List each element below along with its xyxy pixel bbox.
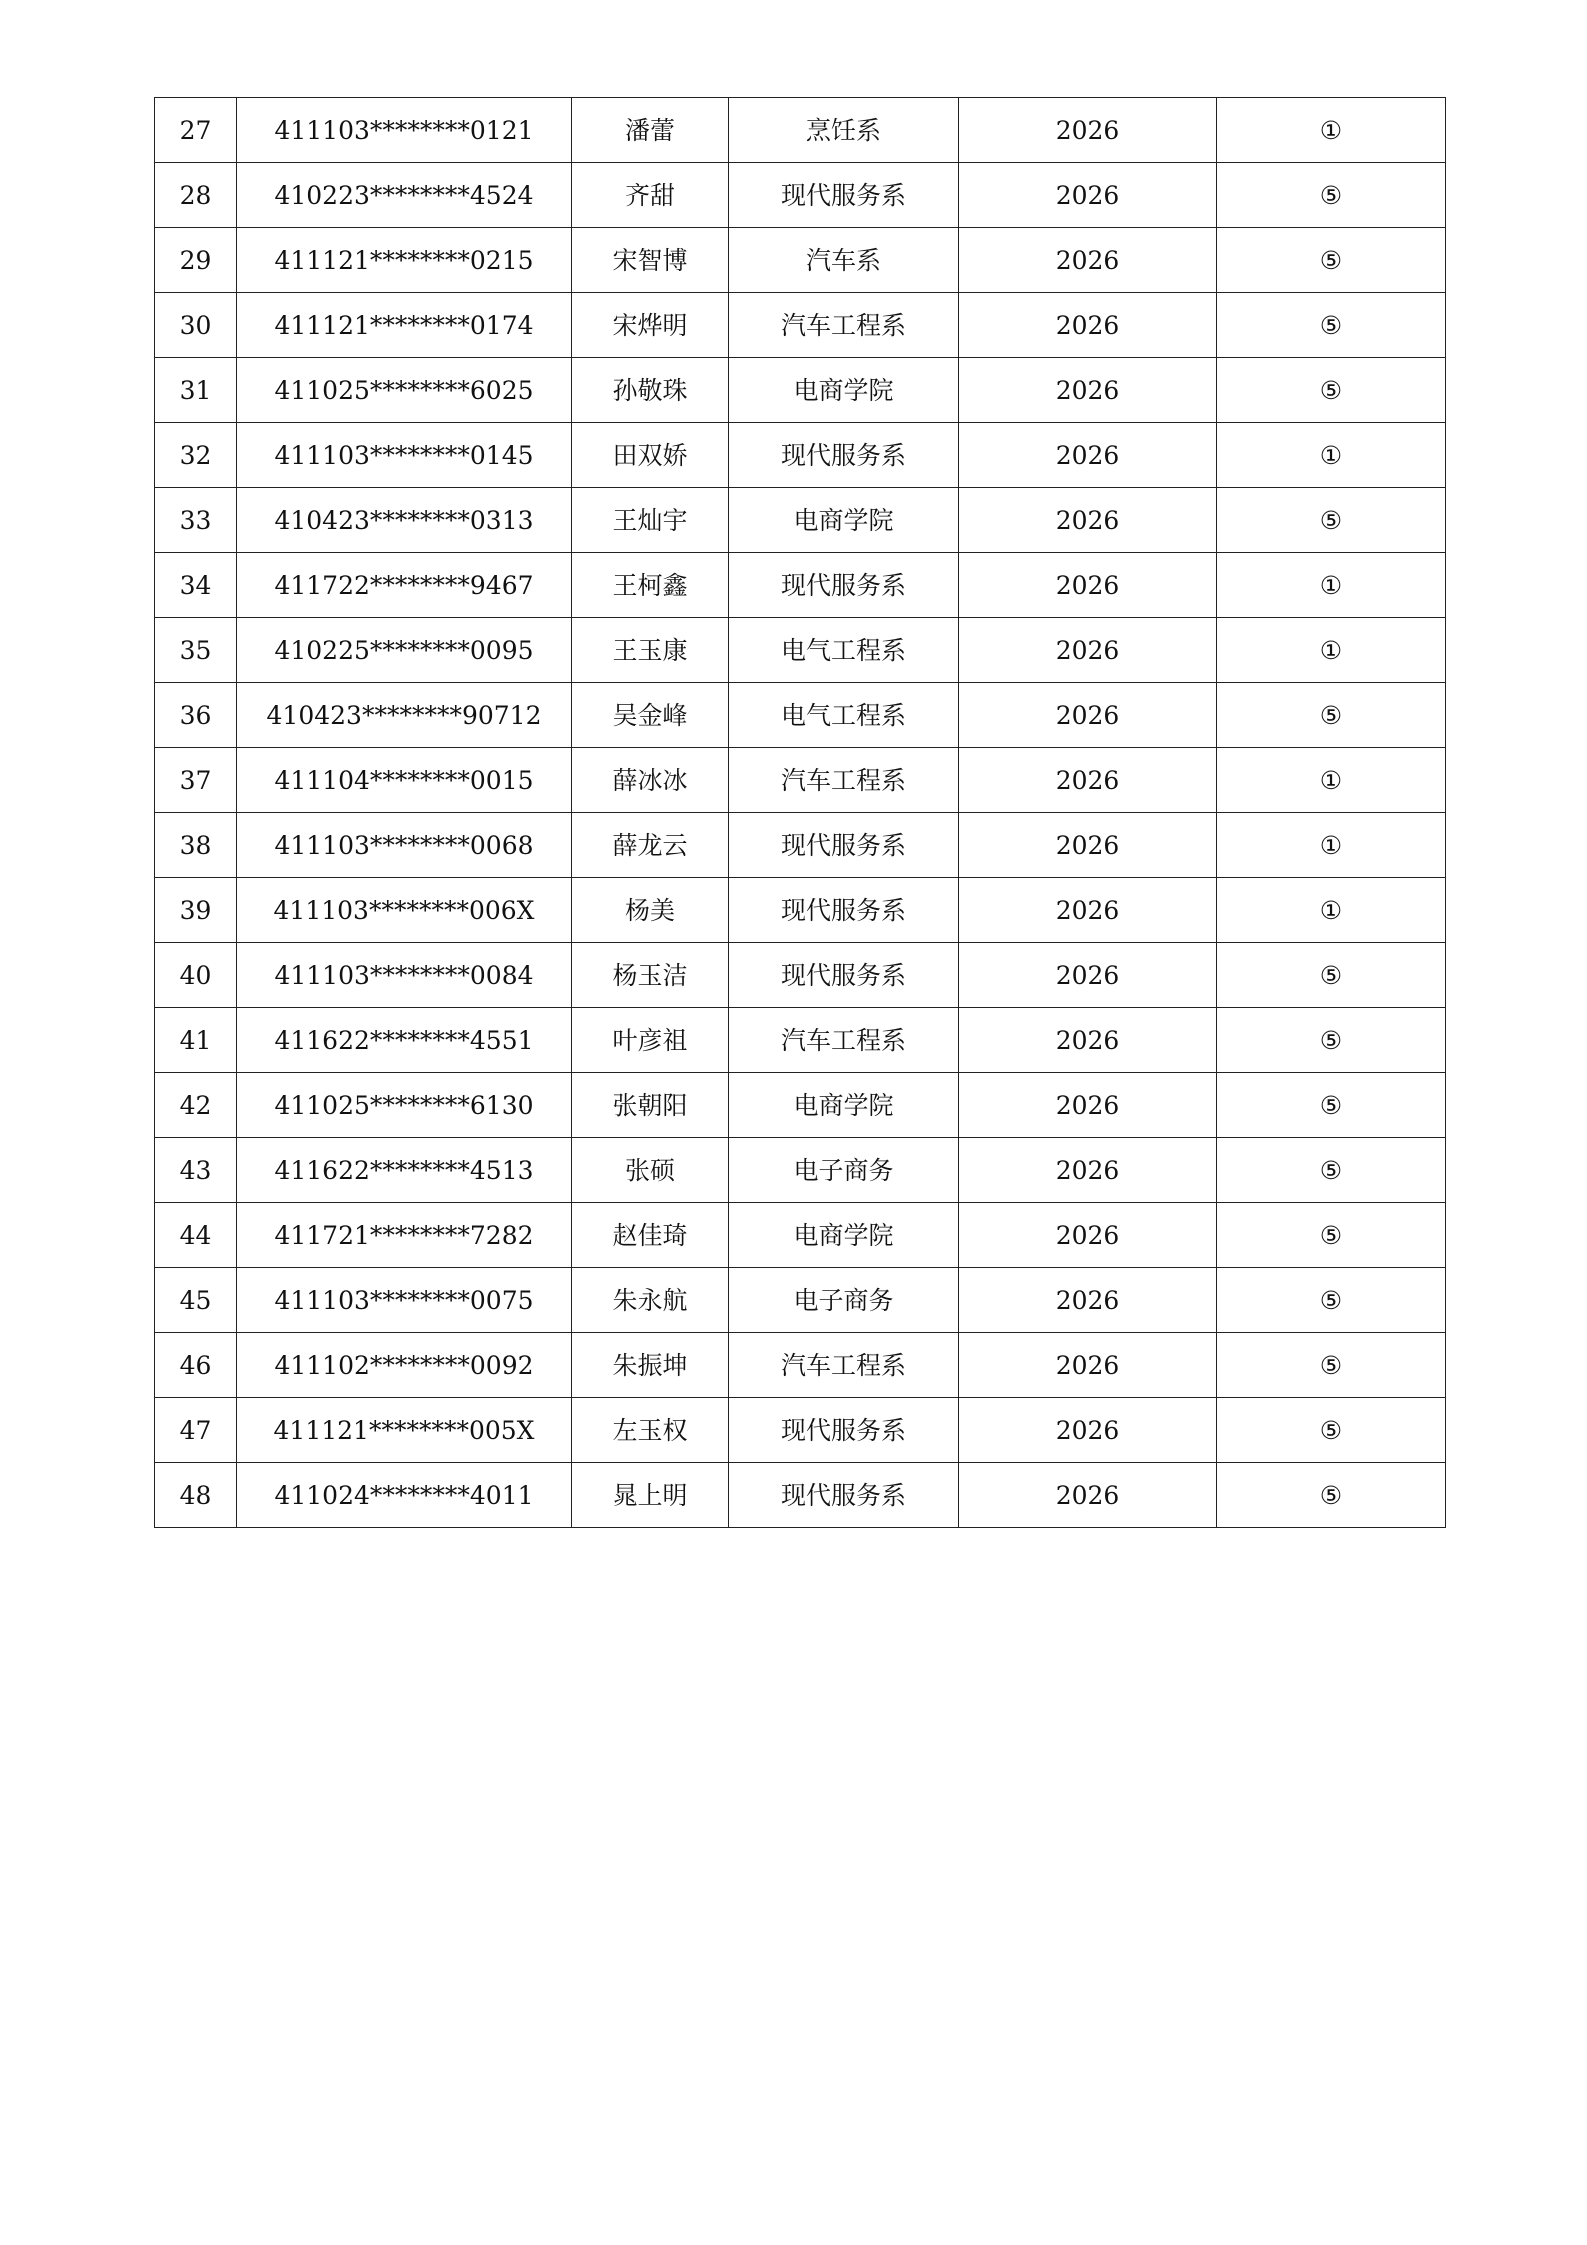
table-row [155, 423, 1446, 488]
row-number-cell: 38 [155, 813, 237, 878]
student-name-cell: 齐甜 [572, 163, 729, 228]
row-number-cell: 48 [155, 1463, 237, 1528]
student-name-cell: 张硕 [572, 1138, 729, 1203]
id-number-cell: 411102********0092 [237, 1333, 572, 1398]
row-number-cell: 28 [155, 163, 237, 228]
id-number-cell: 411104********0015 [237, 748, 572, 813]
category-mark-cell: ① [1217, 618, 1446, 683]
table-row [155, 748, 1446, 813]
id-number-cell: 411622********4513 [237, 1138, 572, 1203]
table-row [155, 1203, 1446, 1268]
table-row [155, 98, 1446, 163]
category-mark-cell: ⑤ [1217, 488, 1446, 553]
department-cell: 烹饪系 [729, 98, 959, 163]
year-cell: 2026 [959, 748, 1217, 813]
row-number-cell: 41 [155, 1008, 237, 1073]
department-cell: 现代服务系 [729, 1398, 959, 1463]
department-cell: 电子商务 [729, 1268, 959, 1333]
category-mark-cell: ① [1217, 878, 1446, 943]
student-name-cell: 潘蕾 [572, 98, 729, 163]
year-cell: 2026 [959, 1398, 1217, 1463]
year-cell: 2026 [959, 878, 1217, 943]
row-number-cell: 33 [155, 488, 237, 553]
category-mark-cell: ① [1217, 748, 1446, 813]
department-cell: 现代服务系 [729, 813, 959, 878]
category-mark-cell: ⑤ [1217, 1268, 1446, 1333]
table-row [155, 1008, 1446, 1073]
category-mark-cell: ① [1217, 423, 1446, 488]
year-cell: 2026 [959, 1463, 1217, 1528]
department-cell: 汽车工程系 [729, 1333, 959, 1398]
department-cell: 电气工程系 [729, 618, 959, 683]
student-name-cell: 赵佳琦 [572, 1203, 729, 1268]
student-name-cell: 宋烨明 [572, 293, 729, 358]
student-name-cell: 孙敬珠 [572, 358, 729, 423]
row-number-cell: 47 [155, 1398, 237, 1463]
table-row [155, 1333, 1446, 1398]
category-mark-cell: ⑤ [1217, 163, 1446, 228]
category-mark-cell: ⑤ [1217, 228, 1446, 293]
category-mark-cell: ① [1217, 553, 1446, 618]
row-number-cell: 30 [155, 293, 237, 358]
table-row [155, 1463, 1446, 1528]
table-row [155, 163, 1446, 228]
student-name-cell: 晁上明 [572, 1463, 729, 1528]
department-cell: 现代服务系 [729, 943, 959, 1008]
category-mark-cell: ⑤ [1217, 1073, 1446, 1138]
id-number-cell: 411103********0145 [237, 423, 572, 488]
id-number-cell: 411121********005X [237, 1398, 572, 1463]
category-mark-cell: ⑤ [1217, 1333, 1446, 1398]
category-mark-cell: ⑤ [1217, 293, 1446, 358]
row-number-cell: 44 [155, 1203, 237, 1268]
row-number-cell: 35 [155, 618, 237, 683]
student-name-cell: 薛龙云 [572, 813, 729, 878]
category-mark-cell: ⑤ [1217, 683, 1446, 748]
student-name-cell: 薛冰冰 [572, 748, 729, 813]
table-row [155, 358, 1446, 423]
year-cell: 2026 [959, 1203, 1217, 1268]
student-name-cell: 王玉康 [572, 618, 729, 683]
roster-body [155, 98, 1446, 1528]
id-number-cell: 411025********6130 [237, 1073, 572, 1138]
year-cell: 2026 [959, 553, 1217, 618]
year-cell: 2026 [959, 943, 1217, 1008]
id-number-cell: 411025********6025 [237, 358, 572, 423]
id-number-cell: 411103********0084 [237, 943, 572, 1008]
student-name-cell: 叶彦祖 [572, 1008, 729, 1073]
department-cell: 电商学院 [729, 488, 959, 553]
row-number-cell: 42 [155, 1073, 237, 1138]
student-name-cell: 朱永航 [572, 1268, 729, 1333]
department-cell: 电商学院 [729, 1073, 959, 1138]
department-cell: 汽车工程系 [729, 748, 959, 813]
row-number-cell: 34 [155, 553, 237, 618]
category-mark-cell: ⑤ [1217, 1398, 1446, 1463]
row-number-cell: 31 [155, 358, 237, 423]
year-cell: 2026 [959, 163, 1217, 228]
table-row [155, 1073, 1446, 1138]
table-row [155, 683, 1446, 748]
year-cell: 2026 [959, 228, 1217, 293]
row-number-cell: 46 [155, 1333, 237, 1398]
student-name-cell: 左玉权 [572, 1398, 729, 1463]
department-cell: 现代服务系 [729, 878, 959, 943]
department-cell: 汽车工程系 [729, 293, 959, 358]
year-cell: 2026 [959, 1138, 1217, 1203]
department-cell: 电气工程系 [729, 683, 959, 748]
year-cell: 2026 [959, 1333, 1217, 1398]
category-mark-cell: ⑤ [1217, 1008, 1446, 1073]
category-mark-cell: ⑤ [1217, 1203, 1446, 1268]
department-cell: 现代服务系 [729, 163, 959, 228]
table-row [155, 553, 1446, 618]
id-number-cell: 411103********0068 [237, 813, 572, 878]
year-cell: 2026 [959, 488, 1217, 553]
department-cell: 汽车工程系 [729, 1008, 959, 1073]
row-number-cell: 43 [155, 1138, 237, 1203]
department-cell: 现代服务系 [729, 1463, 959, 1528]
table-row [155, 488, 1446, 553]
id-number-cell: 410423********90712 [237, 683, 572, 748]
category-mark-cell: ⑤ [1217, 1138, 1446, 1203]
row-number-cell: 27 [155, 98, 237, 163]
id-number-cell: 411103********0121 [237, 98, 572, 163]
row-number-cell: 39 [155, 878, 237, 943]
year-cell: 2026 [959, 618, 1217, 683]
year-cell: 2026 [959, 358, 1217, 423]
id-number-cell: 411121********0215 [237, 228, 572, 293]
id-number-cell: 411622********4551 [237, 1008, 572, 1073]
table-row [155, 878, 1446, 943]
category-mark-cell: ① [1217, 98, 1446, 163]
category-mark-cell: ⑤ [1217, 943, 1446, 1008]
department-cell: 电商学院 [729, 1203, 959, 1268]
row-number-cell: 45 [155, 1268, 237, 1333]
row-number-cell: 36 [155, 683, 237, 748]
student-name-cell: 杨玉洁 [572, 943, 729, 1008]
year-cell: 2026 [959, 1008, 1217, 1073]
id-number-cell: 411024********4011 [237, 1463, 572, 1528]
year-cell: 2026 [959, 813, 1217, 878]
row-number-cell: 29 [155, 228, 237, 293]
student-name-cell: 杨美 [572, 878, 729, 943]
row-number-cell: 32 [155, 423, 237, 488]
category-mark-cell: ⑤ [1217, 358, 1446, 423]
row-number-cell: 37 [155, 748, 237, 813]
student-name-cell: 王柯鑫 [572, 553, 729, 618]
row-number-cell: 40 [155, 943, 237, 1008]
table-row [155, 813, 1446, 878]
id-number-cell: 410223********4524 [237, 163, 572, 228]
id-number-cell: 411721********7282 [237, 1203, 572, 1268]
student-name-cell: 王灿宇 [572, 488, 729, 553]
department-cell: 电子商务 [729, 1138, 959, 1203]
id-number-cell: 411103********006X [237, 878, 572, 943]
student-name-cell: 田双娇 [572, 423, 729, 488]
year-cell: 2026 [959, 423, 1217, 488]
id-number-cell: 410423********0313 [237, 488, 572, 553]
category-mark-cell: ① [1217, 813, 1446, 878]
table-row [155, 293, 1446, 358]
student-roster-table [154, 97, 1446, 1528]
id-number-cell: 411121********0174 [237, 293, 572, 358]
id-number-cell: 411103********0075 [237, 1268, 572, 1333]
table-row [155, 618, 1446, 683]
table-row [155, 1398, 1446, 1463]
table-row [155, 1268, 1446, 1333]
student-name-cell: 宋智博 [572, 228, 729, 293]
department-cell: 电商学院 [729, 358, 959, 423]
year-cell: 2026 [959, 1268, 1217, 1333]
student-name-cell: 朱振坤 [572, 1333, 729, 1398]
department-cell: 现代服务系 [729, 553, 959, 618]
department-cell: 现代服务系 [729, 423, 959, 488]
id-number-cell: 411722********9467 [237, 553, 572, 618]
year-cell: 2026 [959, 293, 1217, 358]
table-row [155, 228, 1446, 293]
department-cell: 汽车系 [729, 228, 959, 293]
year-cell: 2026 [959, 1073, 1217, 1138]
year-cell: 2026 [959, 98, 1217, 163]
student-name-cell: 张朝阳 [572, 1073, 729, 1138]
category-mark-cell: ⑤ [1217, 1463, 1446, 1528]
id-number-cell: 410225********0095 [237, 618, 572, 683]
student-name-cell: 吴金峰 [572, 683, 729, 748]
table-row [155, 943, 1446, 1008]
table-row [155, 1138, 1446, 1203]
year-cell: 2026 [959, 683, 1217, 748]
